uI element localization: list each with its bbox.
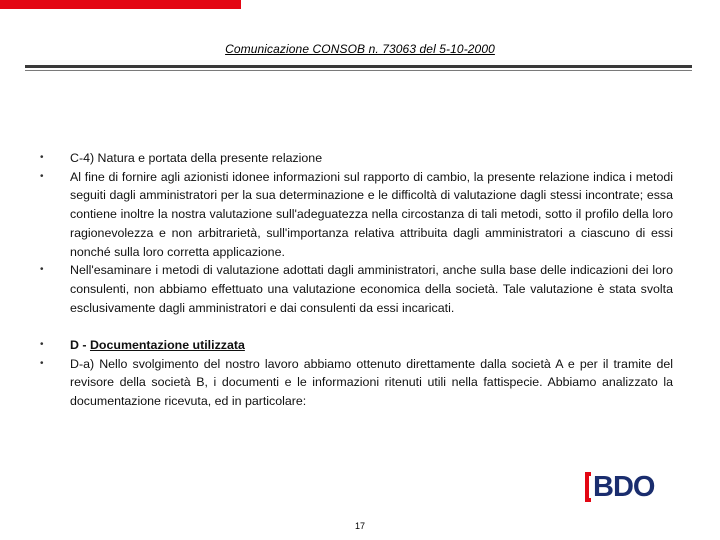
logo-bracket-mark [585,472,591,502]
list-item [40,149,673,168]
bullet: • [40,339,44,351]
bullet: • [40,170,44,182]
bullet: • [40,357,44,369]
list-item [40,168,673,262]
red-accent-bar [0,0,241,9]
header-rule-thin [25,70,692,71]
list-item [40,355,673,411]
body-content [40,149,673,411]
page-number: 17 [354,521,365,531]
section-prefix: D - [70,338,90,353]
paragraph-text: Nell'esaminare i metodi di valutazione adottati dagli amministratori, anche sulla base delle indicazioni dei loro consulenti, non abbiamo effettuato una valutazione economica della società. Tale valutazione è stata svolta esclusivamente dagli amministratori e dai consulenti da essi incaricati. [70,263,673,315]
page-title: Comunicazione CONSOB n. 73063 del 5-10-2000 [225,42,495,56]
list-item [40,336,673,355]
logo-text: BDO [593,471,655,503]
bullet: • [40,264,44,276]
paragraph-text: Al fine di fornire agli azionisti idonee informazioni sul rapporto di cambio, la presente relazione indica i metodi seguiti dagli amministratori per la sua determinazione e le difficoltà di valutazione dagli stessi incontrate; essa contiene inoltre la nostra valutazione sull'adeguatezza nella circostanza di tali metodi, sotto il profilo della loro ragionevolezza e non arbitrarietà, sull'importanza relativa attribuita dagli amministratori a ciascuno di essi nonché sulla loro corretta applicazione. [70,169,673,259]
paragraph-text: D-a) Nello svolgimento del nostro lavoro abbiamo ottenuto direttamente dalla società A e per il tramite del revisore della società B, i documenti e le informazioni ritenuti utili nella fattispecie. Abbiamo analizzato la documentazione ricevuta, ed in particolare: [70,356,673,409]
bdo-logo [585,470,665,504]
list-item [40,261,673,317]
header-rule-thick [25,65,692,68]
section-heading-d: Documentazione utilizzata [89,338,245,353]
section-heading-c4: C-4) Natura e portata della presente relazione [70,151,323,165]
bullet: • [40,152,44,163]
